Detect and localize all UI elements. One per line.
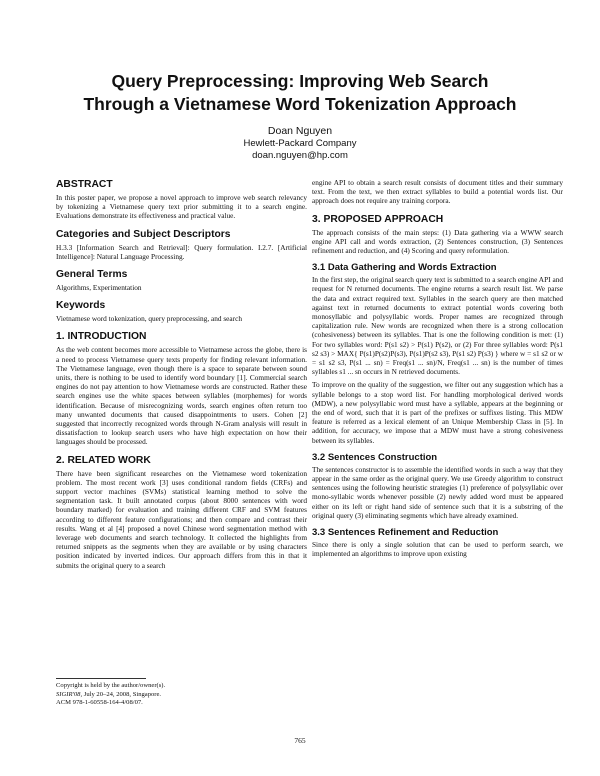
section-3-2-heading: 3.2 Sentences Construction xyxy=(312,451,438,463)
abstract-text: In this poster paper, we propose a novel approach to improve web search relevancy by tokenizing a Vietnamese query text prior submitting it to a search engine. Evaluations demonstrate its effectiveness and practical value. xyxy=(56,193,307,221)
copyright-line-3: ACM 978-1-60558-164-4/08/07. xyxy=(56,699,143,707)
paper-title xyxy=(40,70,560,116)
right-column xyxy=(312,178,563,559)
introduction-heading: 1. INTRODUCTION xyxy=(56,331,147,343)
section-3-2-text: The sentences constructor is to assemble the identified words in such a way that they appear in the same order as the original query. We use Greedy algorithm to construct sentences using the following heuristic strategies (1) preference of polysyllabic over mono-syllabic words whenever possible (2) newly added word must be appeared either on its left or right hand side of sentence such that it is a substring of the original query (3) eliminating segments which have already examined. xyxy=(312,464,563,520)
author-block xyxy=(150,124,450,162)
section-3-3-text: Since there is only a single solution that can be used to perform search, we implemented an algorithms to improve upon existing xyxy=(312,540,563,559)
copyright-line-2 xyxy=(56,691,276,700)
author-email: doan.nguyen@hp.com xyxy=(252,150,348,161)
related-work-continuation: engine API to obtain a search result consists of document titles and their summary text. From the text, we then extract syllables to build a potential words list. Our approach does not require any training corpora. xyxy=(312,178,563,206)
related-work-heading: 2. RELATED WORK xyxy=(56,454,151,466)
copyright-line-1: Copyright is held by the author/owner(s). xyxy=(56,682,166,689)
general-terms-text: Algorithms, Experimentation xyxy=(56,283,142,293)
title-line-1: Query Preprocessing: Improving Web Search xyxy=(111,71,489,91)
page-number: 765 xyxy=(294,736,306,745)
section-3-1-text: In the first step, the original search query text is submitted to a search engine API and request for N returned documents. The engine returns a search result list. We parse the data and extract required text. Syllables in the search query are then matched against text in returned documents to extract potential words covering both monosyllabic and polysyllabic words. Proper names are recognized through capitalization rule. New words are recognized when there is a strong collocation (cohesiveness) between its syllables. That is one the following condition is met: (1) For two syllables word: P(s1 s2) > P(s1) P(s2), or (2) For three syllables word: P(s1 s2 s3) > MAX{ P(s1)P(s2)P(s3), P(s1)P(s2 s3), P(s1 s2) P(s3) } where w = s1 s2 or w = s1 s2 s3, P(s1 ... sn) = Freq(s1 ... sn)/N, Freq(s1 ... sn) is the number of times syllables s1 ... sn occurs in N retrieved documents. xyxy=(312,275,563,377)
introduction-text: As the web content becomes more accessible to Vietnamese across the globe, there is a need to process Vietnamese query texts properly for finding relevant information. The Vietnamese language, even though there is a space to separate between sound units, there is nothing to be used to identify word boundary [1]. Commercial search engines do not pay attention to how Vietnamese words are constructed. Rather these search engines use the white spaces between syllables (morphemes) for words identification. Because of misrecognizing words, search engines often return too many unwanted documents that caused disappointments to users. Cohen [2] suggested that incorrectly recognized words through N-Gram analysis will result in dissatisfaction to lookup search users who have high expectation on how their languages should be processed. xyxy=(56,345,307,447)
footnote-rule xyxy=(56,678,146,679)
keywords-text: Vietnamese word tokenization, query preprocessing, and search xyxy=(56,314,242,324)
title-line-2: Through a Vietnamese Word Tokenization Approach xyxy=(83,94,517,114)
author-affiliation: Hewlett-Packard Company xyxy=(243,138,357,149)
section-3-1-heading: 3.1 Data Gathering and Words Extraction xyxy=(312,262,497,274)
author-name: Doan Nguyen xyxy=(267,125,333,137)
left-column xyxy=(56,178,307,570)
approach-heading: 3. PROPOSED APPROACH xyxy=(312,213,444,225)
conference-date: July 20–24, 2008, Singapore. xyxy=(82,690,162,698)
general-terms-heading: General Terms xyxy=(56,269,128,281)
conference-name: SIGIR'08, xyxy=(56,690,83,698)
keywords-heading: Keywords xyxy=(56,300,106,312)
categories-heading: Categories and Subject Descriptors xyxy=(56,228,231,240)
section-3-1-text-2: To improve on the quality of the suggestion, we filter out any suggestion which has a syllable belongs to a stop word list. For handling morphological derived words (MDW), a new polysyllabic word must have a syllable, appears at the beginning or the end of word, such that it is part of the prefixes or suffixes listing. This MDW feature is referred as a lexical element of an Unique Membership Class in [5]. In addition, for accuracy, we impose that a MDW must have a strong cohesiveness between its syllables. xyxy=(312,380,563,445)
approach-text: The approach consists of the main steps: (1) Data gathering via a WWW search engine API call and words extraction, (2) Sentences construction, (3) Sentences refinement and reduction, and (4) Scoring and query reformulation. xyxy=(312,227,563,256)
categories-text: H.3.3 [Information Search and Retrieval]: Query formulation. I.2.7. [Artificial Intelligence]: Natural Language Processing. xyxy=(56,242,307,261)
copyright-notice xyxy=(56,678,276,708)
section-3-3-heading: 3.3 Sentences Refinement and Reduction xyxy=(312,527,499,539)
abstract-heading: ABSTRACT xyxy=(56,179,113,190)
related-work-text: There have been significant researches on the Vietnamese word tokenization problem. The most recent work [3] uses conditional random fields (CRFs) and support vector machines (SVMs) statistical learning method to solve the segmentation task. It built annotated corpus (about 8000 sentences with word boundary marked) for evaluation and training different CRF and SVM features according to different feature configurations; and then compare and contrast their results. Wang et al [4] proposed a novel Chinese word segmentation method with leverage web documents and search technology. It collected the highlights from returned snippets as the segments when they are available or by using characters position indicated by inverted indices. Our approach differs from this in that it submits the original query to a search xyxy=(56,468,307,570)
